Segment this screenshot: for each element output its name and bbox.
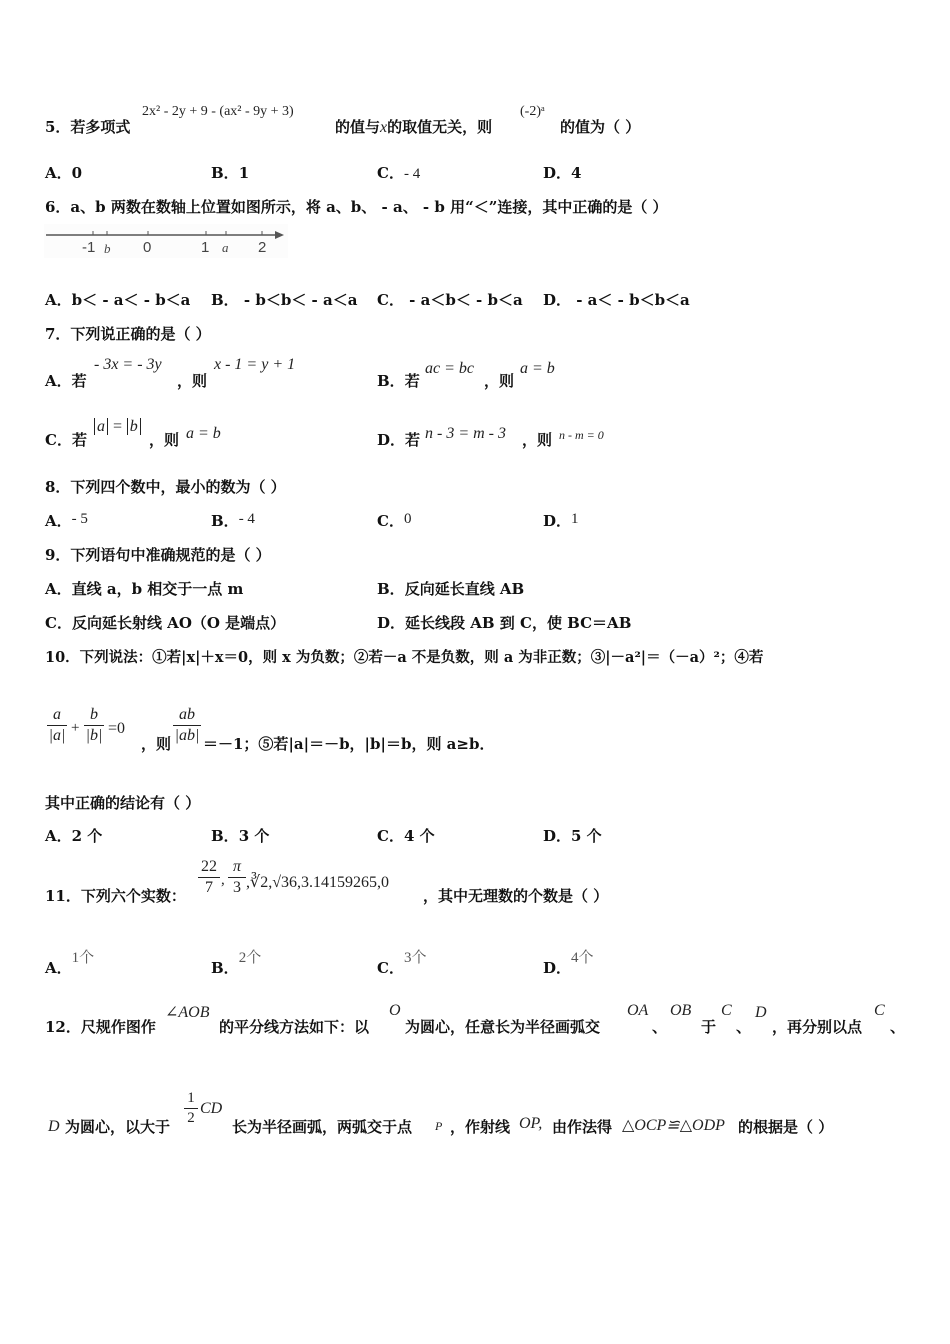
q12-t7: 由作法得 [552, 1118, 613, 1136]
option-label: A． [45, 372, 72, 390]
option-label: D． [377, 614, 406, 632]
q7-option-d-label[interactable] [377, 429, 420, 450]
q12-OA: OA [627, 1002, 649, 1019]
q7-c-result: a = b [186, 425, 221, 442]
option-value: 2个 [238, 950, 262, 966]
q12-t8: 的根据是（ ） [738, 1118, 834, 1136]
option-value: - a＜ - b＜b＜a [571, 291, 690, 309]
option-value: 1 [238, 164, 250, 182]
option-value: 2 个 [71, 827, 103, 845]
q5-expr2: (-2)ᵃ [520, 104, 545, 119]
q9-option-c[interactable] [45, 612, 285, 633]
q7-option-b-label[interactable] [377, 370, 420, 391]
q7-option-a-label[interactable] [45, 370, 87, 391]
q12-t6: ，作射线 [450, 1118, 511, 1136]
fraction-bar [84, 725, 104, 726]
q5-option-a[interactable] [45, 162, 82, 183]
option-value: 0 [71, 164, 83, 182]
q7-a-then: ，则 [177, 372, 208, 390]
q5-prefix: 5．若多项式 [45, 118, 131, 136]
numerator: ab [179, 706, 195, 723]
q6-option-a[interactable] [45, 289, 190, 310]
q9-option-d[interactable] [377, 612, 631, 633]
option-label: D． [543, 959, 572, 977]
q11-frac-22-7 [198, 858, 220, 897]
numerator: 22 [201, 858, 217, 875]
fraction-bar [228, 877, 246, 878]
q11-option-b[interactable] [211, 950, 262, 978]
q12-t3: ，再分别以点 [772, 1018, 863, 1036]
ruo-text: 若 [405, 431, 421, 449]
option-label: C． [377, 164, 404, 182]
q5-mid [335, 116, 492, 137]
q12-sep2: 、 [890, 1018, 906, 1036]
q5-var: x [380, 119, 388, 136]
q12-sep: 、 [652, 1018, 668, 1036]
q5-option-b[interactable] [211, 162, 249, 183]
denominator: |ab| [174, 727, 200, 744]
option-value: 1个 [71, 950, 95, 966]
q7-a-condition: - 3x = - 3y [94, 356, 162, 373]
option-label: B． [377, 580, 405, 598]
option-label: C． [377, 291, 404, 309]
q12-CD: CD [200, 1100, 223, 1117]
q11-option-a[interactable] [45, 950, 95, 978]
option-label: A． [45, 580, 72, 598]
option-value: 直线 a，b 相交于一点 m [71, 580, 244, 598]
tick-label: 2 [258, 239, 267, 256]
q6-option-c[interactable] [377, 289, 523, 310]
option-label: D． [543, 512, 572, 530]
numerator: 1 [187, 1090, 195, 1106]
option-value: 延长线段 AB 到 C，使 BC＝AB [405, 614, 632, 632]
option-value: 反向延长直线 AB [404, 580, 525, 598]
option-value: b＜ - a＜ - b＜a [71, 291, 191, 309]
q12-P: P [435, 1119, 443, 1133]
option-label: C． [45, 431, 72, 449]
q10-frac-a [47, 706, 67, 745]
option-label: D． [543, 291, 572, 309]
option-label: C． [377, 959, 404, 977]
q7-c-condition [94, 418, 141, 436]
numerator: a [53, 706, 61, 723]
q12-D2: D [48, 1118, 60, 1135]
numerator: b [90, 706, 98, 723]
q6-stem: 6．a、b 两数在数轴上位置如图所示，将 a、b、 - a、 - b 用“＜”连接，其中正确的是（ ） [45, 198, 668, 216]
option-label: B． [211, 959, 239, 977]
q7-option-c-label[interactable] [45, 429, 87, 450]
q5-expr: 2x² - 2y + 9 - (ax² - 9y + 3) [142, 104, 294, 119]
q5-option-d[interactable] [543, 162, 581, 183]
q12-C: C [721, 1002, 732, 1019]
q10-line1: 10．下列说法：①若|x|＋x＝0，则 x 为负数；②若－a 不是负数，则 a 为非正数；③|－a²|＝（－a）²；④若 [45, 649, 764, 666]
number-line-figure [44, 224, 288, 258]
fraction-bar [184, 1108, 198, 1109]
option-value: 3 个 [238, 827, 270, 845]
q12-congruence: △OCP≌△ODP [622, 1117, 725, 1134]
q12-angle: ∠AOB [165, 1004, 210, 1021]
numerator: π [232, 858, 241, 875]
q6-option-b[interactable] [211, 289, 357, 310]
tick-label: a [222, 240, 229, 255]
tick-label: 0 [143, 239, 152, 256]
option-value: 反向延长射线 AO（O 是端点） [71, 614, 286, 632]
option-label: D． [377, 431, 406, 449]
q7-b-condition: ac = bc [425, 360, 474, 377]
option-label: B． [377, 372, 405, 390]
q8-option-a[interactable] [45, 510, 88, 531]
q8-option-d[interactable] [543, 510, 579, 531]
q5-mid2: 的取值无关，则 [387, 118, 493, 136]
option-label: C． [45, 614, 72, 632]
q8-option-b[interactable] [211, 510, 255, 531]
q12-t4: 为圆心，以大于 [65, 1118, 171, 1136]
q10-line3: 其中正确的结论有（ ） [45, 794, 201, 812]
q10-plus: + [71, 720, 80, 736]
fraction-bar [198, 877, 220, 878]
q7-d-then: ，则 [522, 431, 553, 449]
q10-option-b[interactable] [211, 825, 269, 846]
denominator: 3 [233, 879, 241, 896]
option-value: - 4 [403, 166, 421, 182]
option-label: B． [211, 827, 239, 845]
ruo-text: 若 [71, 431, 87, 449]
option-label: A． [45, 164, 72, 182]
denominator: 2 [187, 1110, 195, 1126]
option-value: 0 [403, 511, 412, 527]
abs-b: b [127, 418, 141, 435]
denominator: 7 [205, 879, 213, 896]
q8-option-c[interactable] [377, 510, 411, 531]
q7-d-result: n - m = 0 [559, 428, 604, 442]
q7-stem: 7．下列说正确的是（ ） [45, 325, 211, 343]
equals: = [108, 418, 127, 435]
fraction-bar [47, 725, 67, 726]
option-value: - 5 [71, 511, 88, 527]
q9-stem: 9．下列语句中准确规范的是（ ） [45, 546, 271, 564]
q7-a-result: x - 1 = y + 1 [214, 356, 296, 373]
q12-OP: OP, [519, 1115, 543, 1132]
denominator: |b| [85, 727, 103, 744]
option-value: 1 [571, 511, 579, 527]
option-label: A． [45, 959, 72, 977]
option-value: - b＜b＜ - a＜a [238, 291, 358, 309]
ruo-text: 若 [71, 372, 87, 390]
q10-line2-tail: ＝－1；⑤若|a|＝－b，|b|＝b，则 a≥b． [203, 735, 495, 753]
q10-eq0: =0 [108, 720, 126, 737]
q12-half [184, 1090, 198, 1127]
ruo-text: 若 [404, 372, 420, 390]
q11-option-d[interactable] [543, 950, 594, 978]
option-label: A． [45, 512, 72, 530]
option-label: D． [543, 164, 572, 182]
q12-yu: 于 [701, 1018, 717, 1036]
figure-background [44, 224, 288, 258]
q7-b-result: a = b [520, 360, 555, 377]
q11-suffix: ，其中无理数的个数是（ ） [423, 887, 609, 905]
q5-mid1: 的值与 [335, 118, 381, 136]
q11-option-c[interactable] [377, 950, 427, 978]
q12-t2: 为圆心，任意长为半径画弧交 [405, 1018, 601, 1036]
q12-O: O [389, 1002, 401, 1019]
option-label: B． [211, 291, 239, 309]
tick-label: -1 [82, 239, 96, 256]
q10-option-a[interactable] [45, 825, 102, 846]
comma: , [221, 872, 225, 888]
q9-option-a[interactable] [45, 578, 243, 599]
option-label: C． [377, 512, 404, 530]
option-label: A． [45, 827, 72, 845]
q12-C2: C [874, 1002, 885, 1019]
q8-stem: 8．下列四个数中，最小的数为（ ） [45, 478, 286, 496]
q10-then: ，则 [141, 735, 172, 753]
option-value: 3个 [403, 950, 427, 966]
option-label: B． [211, 164, 239, 182]
abs-a: a [94, 418, 108, 435]
option-value: 4个 [571, 950, 594, 966]
q7-c-then: ，则 [149, 431, 180, 449]
q12-OB: OB [670, 1002, 692, 1019]
q7-b-then: ，则 [484, 372, 515, 390]
fraction-bar [173, 725, 201, 726]
q12-t1: 的平分线方法如下：以 [219, 1018, 370, 1036]
tick-label: 1 [201, 239, 210, 256]
q10-option-c[interactable] [377, 825, 435, 846]
q10-frac-b [84, 706, 104, 745]
q10-frac-ab [173, 706, 201, 745]
q12-D: D [755, 1004, 767, 1021]
q9-option-b[interactable] [377, 578, 524, 599]
option-label: C． [377, 827, 404, 845]
option-value: - a＜b＜ - b＜a [403, 291, 523, 309]
q5-suffix: 的值为（ ） [560, 118, 641, 136]
q12-t5: 长为半径画弧，两弧交于点 [232, 1118, 413, 1136]
q5-line [45, 116, 130, 137]
q6-option-d[interactable] [543, 289, 690, 310]
option-value: 4 个 [403, 827, 435, 845]
q7-d-condition: n - 3 = m - 3 [425, 425, 507, 442]
q5-option-c[interactable] [377, 162, 420, 183]
q12-sep-b: 、 [736, 1018, 752, 1036]
q12-prefix: 12．尺规作图作 [45, 1018, 156, 1036]
denominator: |a| [48, 727, 66, 744]
q10-option-d[interactable] [543, 825, 602, 846]
option-label: A． [45, 291, 72, 309]
q11-prefix: 11．下列六个实数： [45, 887, 186, 905]
option-value: 5 个 [571, 827, 602, 845]
option-value: 4 [571, 164, 582, 182]
option-label: D． [543, 827, 572, 845]
tick-label: b [104, 241, 111, 256]
option-label: B． [211, 512, 239, 530]
q11-rest: ,∛2,√36,3.14159265,0 [246, 874, 389, 891]
q11-frac-pi-3 [228, 858, 246, 897]
option-value: - 4 [238, 511, 255, 527]
